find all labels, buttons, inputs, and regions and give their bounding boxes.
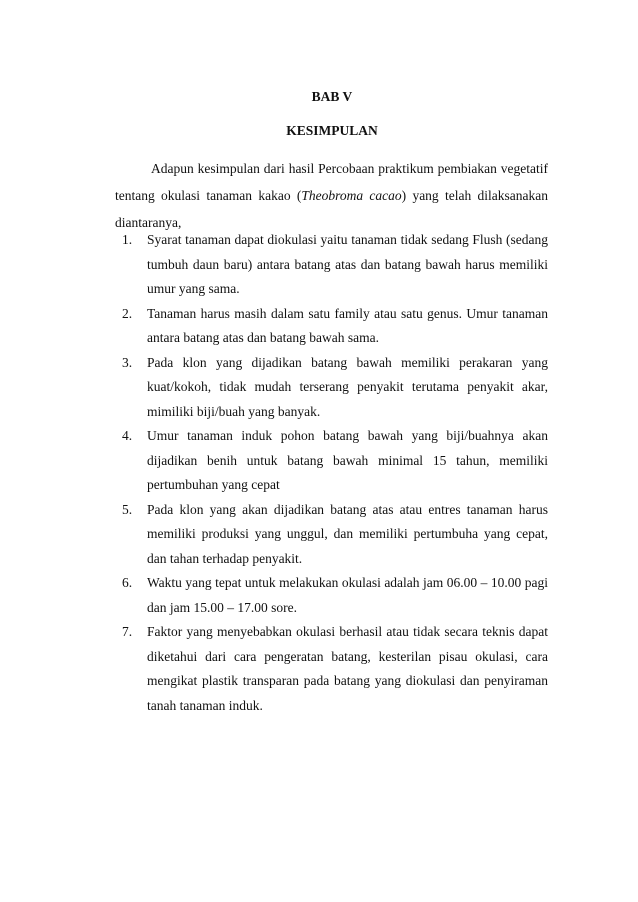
list-item-text: Pada klon yang dijadikan batang bawah memiliki perakaran yang kuat/kokoh, tidak mudah terserang penyakit terutama penyakit akar, mimiliki biji/buah yang banyak.: [147, 354, 548, 419]
list-item-number: 3.: [122, 354, 133, 370]
list-item-text: Tanaman harus masih dalam satu family atau satu genus. Umur tanaman antara batang atas dan batang bawah sama.: [147, 305, 548, 345]
list-item-number: 5.: [122, 501, 133, 517]
list-item-number: 4.: [122, 428, 133, 443]
list-item: [115, 620, 548, 718]
list-item: [115, 424, 548, 498]
intro-paragraph: [115, 155, 548, 236]
intro-scientific-name: Theobroma cacao: [301, 188, 402, 203]
list-item: [115, 498, 548, 572]
list-item: [115, 351, 548, 425]
list-item-number: 2.: [122, 305, 133, 321]
list-item-text: Umur tanaman induk pohon batang bawah yang biji/buahnya akan dijadikan benih untuk batang bawah minimal 15 tahun, memiliki pertumbuhan yang cepat: [147, 428, 548, 492]
list-item-text: Faktor yang menyebabkan okulasi berhasil atau tidak secara teknis dapat diketahui dari cara pengeratan batang, kesterilan pisau okulasi, cara mengikat plastik transparan pada batang yang diokulasi dan penyiraman tanah tanaman induk.: [147, 624, 548, 713]
list-item: [115, 228, 548, 302]
list-item-text: Syarat tanaman dapat diokulasi yaitu tanaman tidak sedang Flush (sedang tumbuh daun baru) antara batang atas dan batang bawah harus memiliki umur yang sama.: [147, 232, 548, 296]
conclusion-list: [115, 228, 548, 718]
list-item-number: 1.: [122, 232, 133, 247]
list-item-number: 6.: [122, 575, 133, 590]
list-item: [115, 302, 548, 351]
section-heading: KESIMPULAN: [286, 123, 378, 138]
list-item-text: Pada klon yang akan dijadikan batang atas atau entres tanaman harus memiliki produksi yang unggul, dan memiliki pertumbuha yang cepat, dan tahan terhadap penyakit.: [147, 501, 548, 566]
intro-text-after: ) yang telah dilaksanakan diantaranya,: [115, 188, 548, 230]
list-item: [115, 571, 548, 620]
intro-text-before: Adapun kesimpulan dari hasil Percobaan praktikum pembiakan vegetatif tentang okulasi tanaman kakao (: [115, 161, 548, 203]
list-item-number: 7.: [122, 624, 133, 639]
list-item-text: Waktu yang tepat untuk melakukan okulasi adalah jam 06.00 – 10.00 pagi dan jam 15.00 – 17.00 sore.: [147, 575, 548, 615]
chapter-title: BAB V: [311, 89, 353, 104]
